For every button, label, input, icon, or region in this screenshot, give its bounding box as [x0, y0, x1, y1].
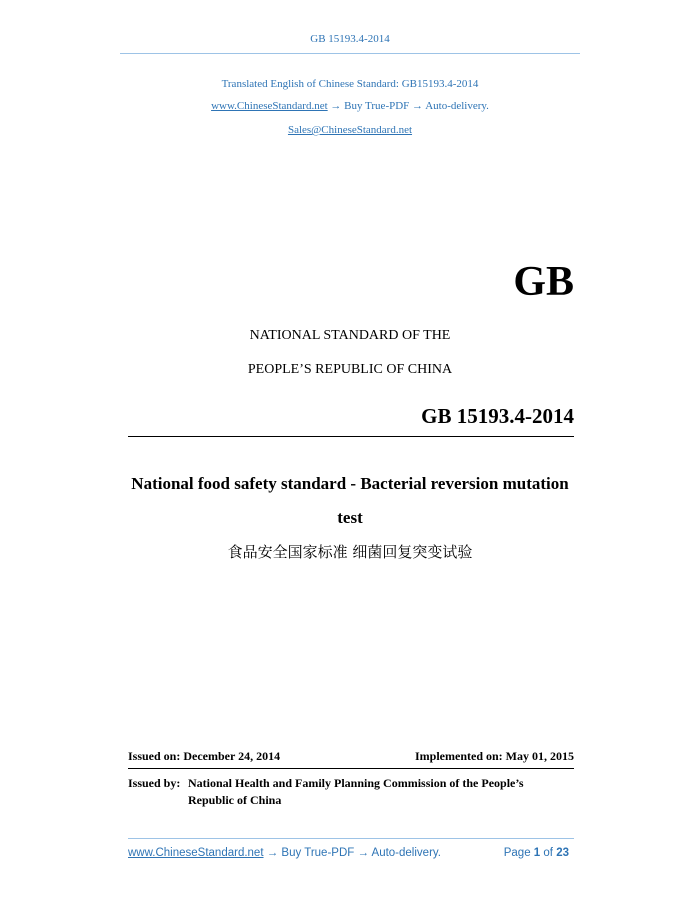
issued-by-authority-line1: National Health and Family Planning Commission of the People’s [188, 776, 524, 790]
standard-code: GB 15193.4-2014 [421, 404, 574, 428]
page-number: 1 [533, 847, 541, 859]
issued-by-authority-line2: Republic of China [188, 793, 282, 807]
purchase-line [0, 100, 700, 112]
arrow-icon: → [409, 100, 426, 112]
email-link[interactable]: Sales@ChineseStandard.net [287, 124, 413, 136]
of-label: of [543, 847, 553, 859]
site-link[interactable]: www.ChineseStandard.net [211, 100, 328, 112]
code-divider [128, 436, 574, 437]
buy-text: Buy True-PDF [344, 100, 410, 112]
gb-logo-mark: GB [513, 259, 574, 305]
page-total: 23 [556, 847, 569, 859]
running-header: GB 15193.4-2014 [310, 33, 390, 45]
footer-divider [128, 838, 574, 839]
page-label: Page [503, 847, 531, 859]
page-indicator [504, 847, 569, 859]
national-standard-line1: NATIONAL STANDARD OF THE [249, 328, 451, 343]
issue-divider [128, 768, 574, 769]
translation-notice: Translated English of Chinese Standard: GB15193.4-2014 [221, 78, 479, 90]
email-line [0, 124, 700, 136]
national-standard-line2: PEOPLE’S REPUBLIC OF CHINA [247, 362, 453, 377]
implemented-on-date: Implemented on: May 01, 2015 [415, 749, 574, 763]
footer-site-link[interactable]: www.ChineseStandard.net [128, 847, 264, 859]
document-title-chinese: 食品安全国家标准 细菌回复突变试验 [227, 543, 473, 561]
arrow-icon: → [327, 100, 345, 112]
delivery-text: Auto-delivery. [425, 100, 489, 112]
header-divider [120, 53, 580, 54]
footer-buy-text: → Buy True-PDF → Auto-delivery. [263, 847, 441, 859]
issued-on-date: Issued on: December 24, 2014 [128, 749, 281, 763]
issued-by-label: Issued by: [128, 776, 181, 790]
document-title-line2: test [337, 508, 363, 527]
footer-purchase-line [128, 847, 441, 859]
document-title-line1: National food safety standard - Bacterial reversion mutation [131, 474, 569, 493]
